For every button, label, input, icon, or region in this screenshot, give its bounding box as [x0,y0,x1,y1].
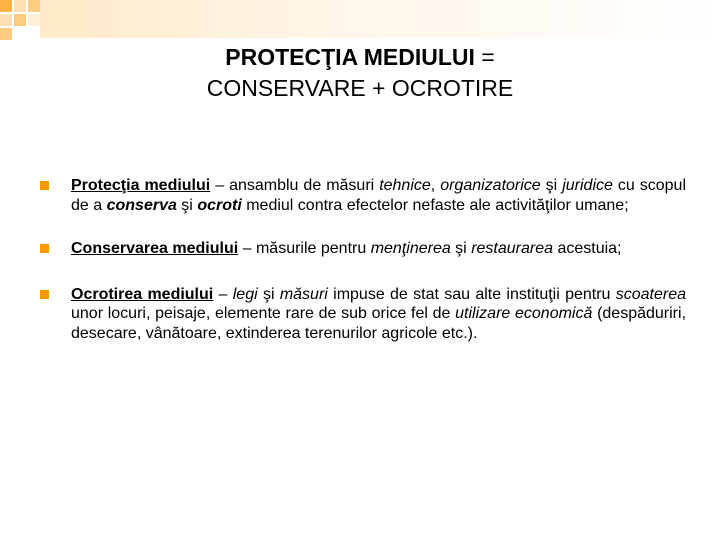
decor-square [14,14,26,26]
decor-square [0,14,12,26]
text: acestuia; [553,240,622,257]
text: mediul contra efectelor nefaste ale activităţilor umane; [241,196,629,214]
text: şi [176,196,198,214]
italic-text: scoaterea [615,285,687,303]
bullet-square-icon [40,244,49,253]
decor-square [0,0,12,12]
decor-square [28,14,40,26]
italic-text: utilizare economică [455,305,593,322]
bold-italic-text: ocroti [197,196,242,214]
text: – ansamblu de măsuri [210,177,380,194]
term: Protecţia mediului [71,177,211,194]
text: impuse de stat sau alte instituţii pentru [327,285,616,303]
term: Conservarea mediului [71,240,239,257]
italic-text: tehnice [379,177,431,194]
italic-text: restaurarea [471,240,554,257]
decor-square [0,28,12,40]
italic-text: măsuri [279,285,328,303]
text: şi [540,177,563,194]
bullet-item [40,239,686,259]
term: Ocrotirea mediului [71,285,214,303]
text: şi [257,285,280,303]
text: , [430,177,441,194]
bullet-square-icon [40,290,49,299]
text: (despăduriri, desecare, vânătoare, extinderea terenurilor agricole etc.). [71,305,687,342]
top-band [40,0,728,38]
bullet-item [40,176,686,215]
italic-text: juridice [562,177,613,194]
text: unor locuri, peisaje, elemente rare de sub orice fel de [71,305,456,322]
title-equals: = [474,44,495,70]
title-subtitle: CONSERVARE + OCROTIRE [206,75,514,101]
text: – [213,285,233,303]
italic-text: legi [232,285,258,303]
bullet-square-icon [40,181,49,190]
title-main: PROTECŢIA MEDIULUI [225,44,475,70]
text: şi [450,240,472,257]
bold-italic-text: conserva [106,196,177,214]
text: – măsurile pentru [238,240,371,257]
bullet-item [40,285,686,344]
bullet-list [40,176,686,367]
decor-square [28,0,40,12]
text: cu scopul de a [71,177,687,214]
decor-square [14,0,26,12]
slide-title [100,42,620,104]
italic-text: organizatorice [440,177,541,194]
italic-text: menţinerea [370,240,451,257]
